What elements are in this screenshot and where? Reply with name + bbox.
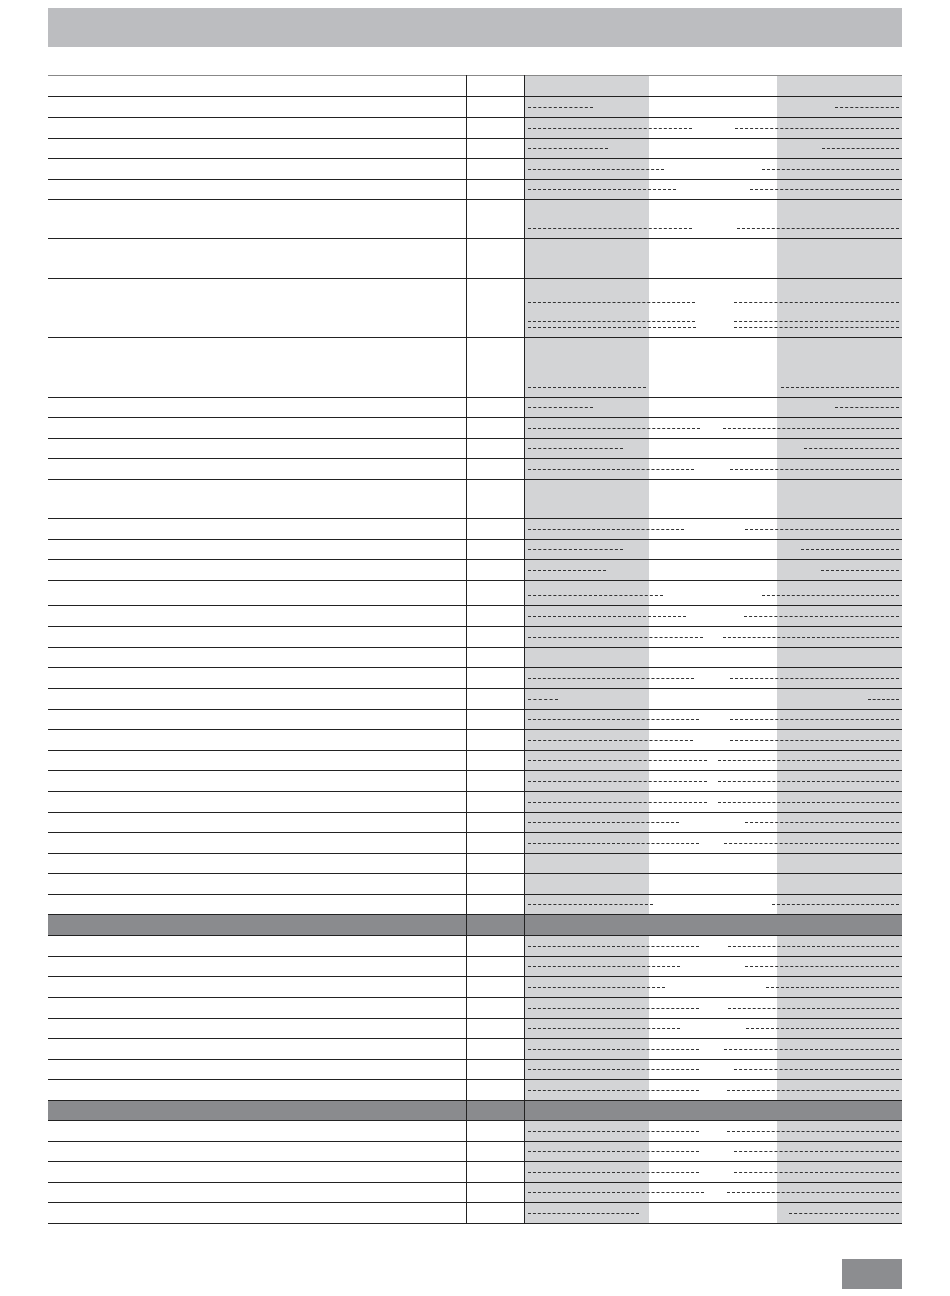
entry-line	[528, 428, 700, 429]
entry-line	[718, 802, 899, 803]
entry-line	[528, 781, 707, 782]
table-row	[48, 438, 902, 458]
table-row	[48, 138, 902, 158]
entry-line	[822, 148, 899, 149]
entry-line	[528, 719, 699, 720]
entry-line	[801, 549, 899, 550]
entry-line	[528, 469, 694, 470]
entry-line	[528, 637, 703, 638]
entry-line	[821, 570, 899, 571]
entry-line	[528, 1192, 704, 1193]
entry-line	[528, 148, 608, 149]
entry-line	[528, 595, 663, 596]
entry-line	[734, 321, 899, 322]
entry-line	[528, 327, 696, 328]
entry-line	[804, 448, 899, 449]
entry-line	[868, 699, 899, 700]
table-row	[48, 1100, 902, 1120]
entry-line	[727, 1192, 899, 1193]
entry-line	[730, 469, 899, 470]
entry-line	[746, 1028, 899, 1029]
column-divider-unit	[466, 75, 467, 1223]
table-row	[48, 397, 902, 417]
header-bar	[48, 8, 902, 47]
entry-line	[781, 387, 899, 388]
entry-line	[730, 719, 899, 720]
entry-line	[528, 802, 707, 803]
table-row	[48, 199, 902, 238]
entry-line	[528, 987, 665, 988]
entry-line	[528, 678, 694, 679]
entry-line	[528, 1131, 699, 1132]
entry-line	[528, 549, 623, 550]
entry-line	[734, 1151, 899, 1152]
entry-line	[766, 987, 899, 988]
entry-line	[528, 321, 695, 322]
entry-line	[528, 570, 606, 571]
table-row	[48, 539, 902, 559]
entry-line	[528, 1090, 699, 1091]
table-row	[48, 337, 902, 397]
entry-line	[528, 1049, 699, 1050]
entry-line	[745, 822, 899, 823]
entry-line	[718, 760, 899, 761]
entry-line	[745, 529, 899, 530]
table-row	[48, 1202, 902, 1223]
entry-line	[528, 843, 699, 844]
entry-line	[528, 946, 699, 947]
column-divider-values	[524, 75, 525, 1223]
entry-line	[528, 1172, 699, 1173]
entry-line	[734, 1069, 899, 1070]
entry-line	[528, 822, 679, 823]
entry-line	[723, 637, 899, 638]
table-row	[48, 873, 902, 894]
entry-line	[734, 1172, 899, 1173]
entry-line	[528, 699, 558, 700]
entry-line	[528, 107, 593, 108]
form-table	[48, 75, 902, 1223]
entry-line	[730, 740, 899, 741]
entry-line	[528, 302, 695, 303]
page-number-badge	[842, 1259, 902, 1289]
entry-line	[528, 228, 692, 229]
table-row	[48, 914, 902, 935]
entry-line	[789, 1213, 899, 1214]
table-row	[48, 559, 902, 580]
entry-line	[835, 407, 899, 408]
entry-line	[750, 189, 899, 190]
entry-line	[528, 740, 693, 741]
entry-line	[528, 1008, 699, 1009]
table-row	[48, 238, 902, 278]
row-rule	[48, 1223, 902, 1224]
entry-line	[528, 529, 684, 530]
entry-line	[745, 966, 899, 967]
table-row	[48, 75, 902, 96]
table-row	[48, 278, 902, 337]
entry-line	[730, 678, 899, 679]
entry-line	[718, 781, 899, 782]
table-row	[48, 479, 902, 518]
entry-line	[528, 1213, 639, 1214]
entry-line	[728, 946, 899, 947]
entry-line	[528, 1151, 699, 1152]
entry-line	[724, 843, 899, 844]
entry-line	[737, 228, 899, 229]
entry-line	[728, 1008, 899, 1009]
entry-line	[724, 1049, 899, 1050]
entry-line	[727, 1131, 899, 1132]
entry-line	[772, 904, 899, 905]
entry-line	[528, 448, 623, 449]
entry-line	[528, 616, 686, 617]
entry-line	[528, 128, 692, 129]
table-row	[48, 647, 902, 667]
entry-line	[528, 1069, 699, 1070]
entry-line	[528, 189, 676, 190]
entry-line	[734, 302, 899, 303]
entry-line	[528, 407, 593, 408]
entry-line	[528, 904, 653, 905]
entry-line	[723, 428, 899, 429]
entry-line	[744, 616, 899, 617]
entry-line	[528, 387, 646, 388]
entry-line	[734, 327, 899, 328]
table-row	[48, 853, 902, 873]
table-row	[48, 580, 902, 605]
entry-line	[528, 966, 680, 967]
table-row	[48, 688, 902, 709]
table-row	[48, 96, 902, 117]
entry-line	[735, 128, 899, 129]
entry-line	[835, 107, 899, 108]
entry-line	[762, 169, 899, 170]
entry-line	[762, 595, 899, 596]
entry-line	[727, 1090, 899, 1091]
entry-line	[528, 169, 664, 170]
entry-line	[528, 1028, 680, 1029]
entry-line	[528, 760, 707, 761]
